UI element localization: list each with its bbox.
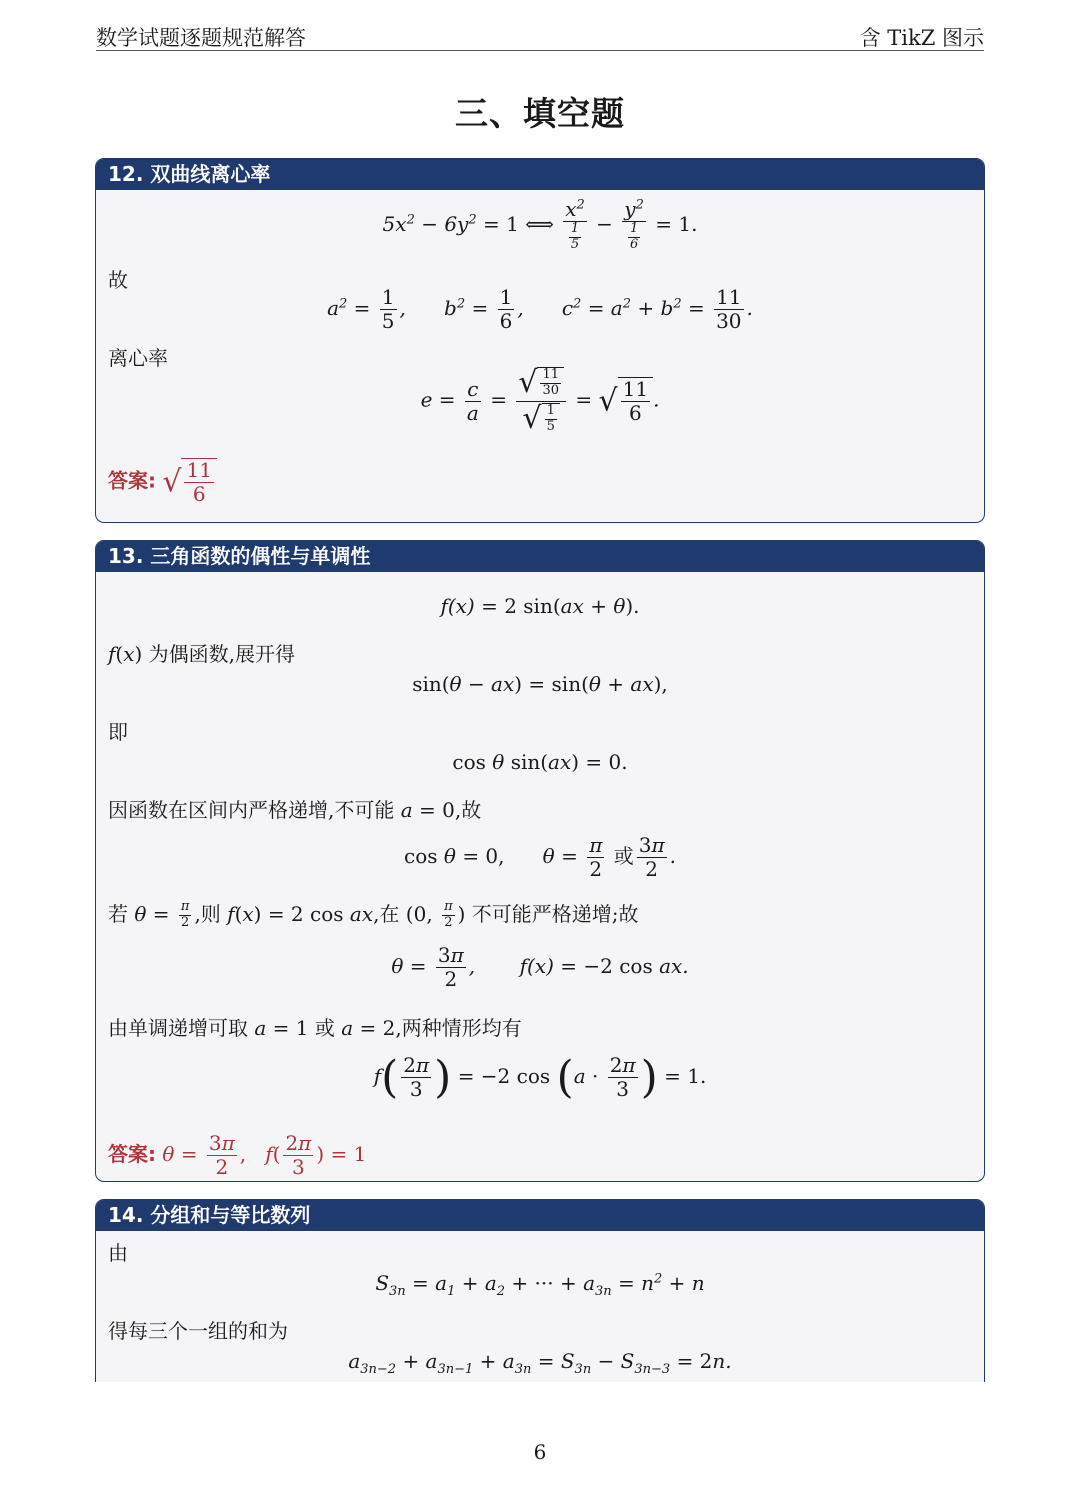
header-title: 数学试题逐题规范解答 <box>96 26 306 50</box>
header-subtitle: 含 TikZ 图示 <box>859 26 984 50</box>
problem-12-box <box>95 158 985 523</box>
text-group: 得每三个一组的和为 <box>108 1319 288 1343</box>
text-even: f(x) 为偶函数,展开得 <box>108 642 296 666</box>
text-eccentricity: 离心率 <box>108 346 168 370</box>
equation-abc: $a^2$ = $\frac{1}{5}$ , $b^2$ = $\frac{1}{6}$ , $c^2 = a^2 + b^2$ = $\frac{11}{30}$ . <box>327 285 753 333</box>
equation-theta-values: cos θ = 0, θ = $\frac{\pi}{2}$ 或 $\frac{3\pi}{2}$ . <box>404 833 676 881</box>
problem-13-box <box>95 540 985 1182</box>
equation-f-2pi3: f( $\frac{2\pi}{3}$ ) = −2 cos (a · $\frac{2\pi}{3}$ ) = 1. <box>373 1052 707 1103</box>
text-if: 若 θ = $\frac{\pi}{2}$ ,则 f(x) = 2 cos ax,在 (0, $\frac{\pi}{2}$ ) 不可能严格递增;故 <box>108 899 639 930</box>
page-header <box>96 22 984 51</box>
problem-13-heading: 13. 三角函数的偶性与单调性 <box>96 541 984 572</box>
equation-sin-identity: sin(θ − ax) = sin(θ + ax), <box>412 672 668 696</box>
problem-14-box <box>95 1199 985 1382</box>
equation-theta-3pi2: θ = $\frac{3\pi}{2}$ , f(x) = −2 cos ax. <box>391 943 689 991</box>
equation-hyperbola: $5x^2 - 6y^2 = 1$ ⟺ $\frac{x^2}{\frac{1}{5}}$ − $\frac{y^2}{\frac{1}{6}}$ = 1. <box>382 197 698 252</box>
equation-fx: f(x) = 2 sin(ax + θ). <box>440 594 640 618</box>
page-number: 6 <box>533 1440 547 1464</box>
text-from: 由 <box>108 1241 128 1265</box>
section-title: 三、填空题 <box>455 94 625 133</box>
problem-12-answer: 答案: √ $\frac{11}{6}$ <box>108 458 217 506</box>
problem-14-heading: 14. 分组和与等比数列 <box>96 1200 984 1231</box>
answer-label: 答案: <box>108 1142 156 1166</box>
text-namely: 即 <box>108 720 128 744</box>
text-therefore: 故 <box>108 268 128 292</box>
problem-12-heading: 12. 双曲线离心率 <box>96 159 984 190</box>
text-monotone: 由单调递增可取 a = 1 或 a = 2,两种情形均有 <box>108 1016 522 1040</box>
equation-s3n: $S_{3n} = a_1 + a_2$ + ··· + $a_{3n} = n^2 + n$ <box>375 1271 705 1299</box>
equation-cos-sin: cos θ sin(ax) = 0. <box>452 750 628 774</box>
text-since: 因函数在区间内严格递增,不可能 a = 0,故 <box>108 798 482 822</box>
equation-group-sum: $a_{3n-2} + a_{3n-1} + a_{3n} = S_{3n} - S_{3n-3} = 2n$. <box>348 1349 732 1377</box>
problem-13-answer: 答案: θ = $\frac{3\pi}{2}$ , f( $\frac{2\pi}{3}$ ) = 1 <box>108 1131 367 1179</box>
equation-eccentricity: e = $\frac{c}{a}$ = √ $\frac{11}{30}$ √ $\frac{1}{5}$ = √ $\frac{11}{6}$ . <box>420 365 660 436</box>
answer-label: 答案: <box>108 468 156 493</box>
